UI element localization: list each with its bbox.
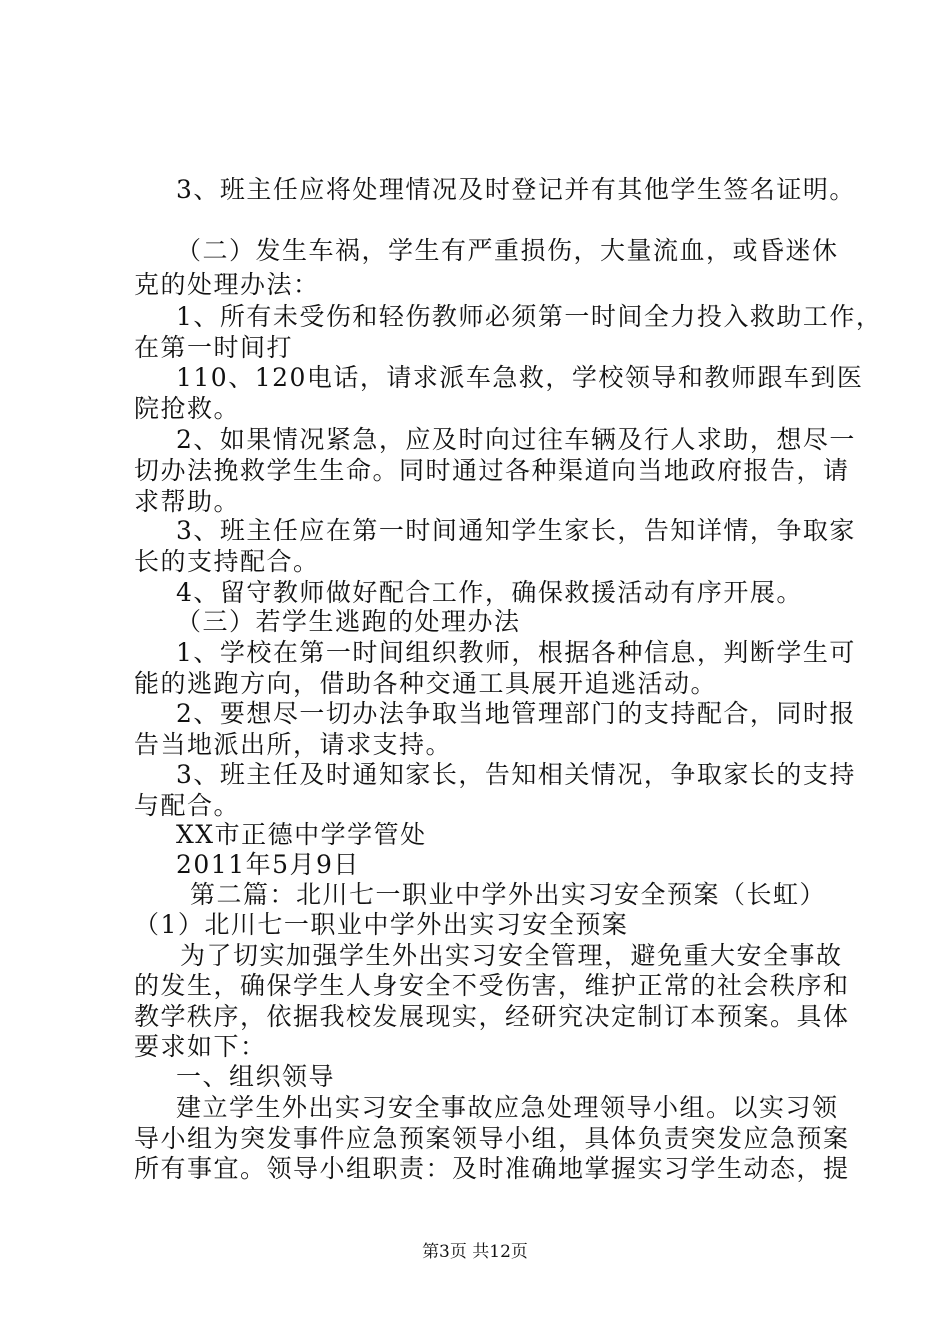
text-line: 3、班主任应在第一时间通知学生家长，告知详情，争取家 [176, 516, 856, 545]
text-line: （二）发生车祸，学生有严重损伤，大量流血，或昏迷休 [176, 236, 839, 265]
text-line: 切办法挽救学生生命。同时通过各种渠道向当地政府报告，请 [134, 456, 850, 485]
text-line: 2、如果情况紧急，应及时向过往车辆及行人求助，想尽一 [176, 425, 856, 454]
text-line: 导小组为突发事件应急预案领导小组，具体负责突发应急预案 [134, 1124, 850, 1153]
text-line: 长的支持配合。 [134, 547, 320, 576]
text-line: 在第一时间打 [134, 333, 294, 362]
text-line: 3、班主任及时通知家长，告知相关情况，争取家长的支持 [176, 760, 856, 789]
text-line: 第二篇：北川七一职业中学外出实习安全预案（长虹） [190, 880, 827, 909]
text-line: 的发生，确保学生人身安全不受伤害，维护正常的社会秩序和 [134, 971, 850, 1000]
text-line: 2、要想尽一切办法争取当地管理部门的支持配合，同时报 [176, 699, 856, 728]
text-line: 能的逃跑方向，借助各种交通工具展开追逃活动。 [134, 669, 718, 698]
text-line: 一、组织领导 [176, 1062, 336, 1091]
text-line: 所有事宜。领导小组职责：及时准确地掌握实习学生动态，提 [134, 1154, 850, 1183]
text-line: 教学秩序，依据我校发展现实，经研究决定制订本预案。具体 [134, 1002, 850, 1031]
text-line: 4、留守教师做好配合工作，确保救援活动有序开展。 [176, 578, 803, 607]
text-line: 要求如下： [134, 1032, 267, 1061]
text-line: 与配合。 [134, 791, 241, 820]
text-line: XX市正德中学学管处 [176, 820, 427, 849]
text-line: （1）北川七一职业中学外出实习安全预案 [134, 910, 629, 939]
text-line: 求帮助。 [134, 487, 241, 516]
text-line: 110、120电话，请求派车急救，学校领导和教师跟车到医 [176, 363, 864, 392]
text-line: 3、班主任应将处理情况及时登记并有其他学生签名证明。 [176, 175, 856, 204]
text-line: 1、所有未受伤和轻伤教师必须第一时间全力投入救助工作， [176, 302, 883, 331]
text-line: 1、学校在第一时间组织教师，根据各种信息，判断学生可 [176, 638, 856, 667]
text-line: （三）若学生逃跑的处理办法 [176, 607, 521, 636]
text-line: 克的处理办法： [134, 270, 320, 299]
text-line: 为了切实加强学生外出实习安全管理，避免重大安全事故 [180, 941, 843, 970]
text-line: 建立学生外出实习安全事故应急处理领导小组。以实习领 [176, 1093, 839, 1122]
text-line: 院抢救。 [134, 394, 241, 423]
page-number-footer: 第3页 共12页 [422, 1242, 528, 1262]
text-line: 2011年5月9日 [176, 850, 360, 879]
text-line: 告当地派出所，请求支持。 [134, 730, 453, 759]
